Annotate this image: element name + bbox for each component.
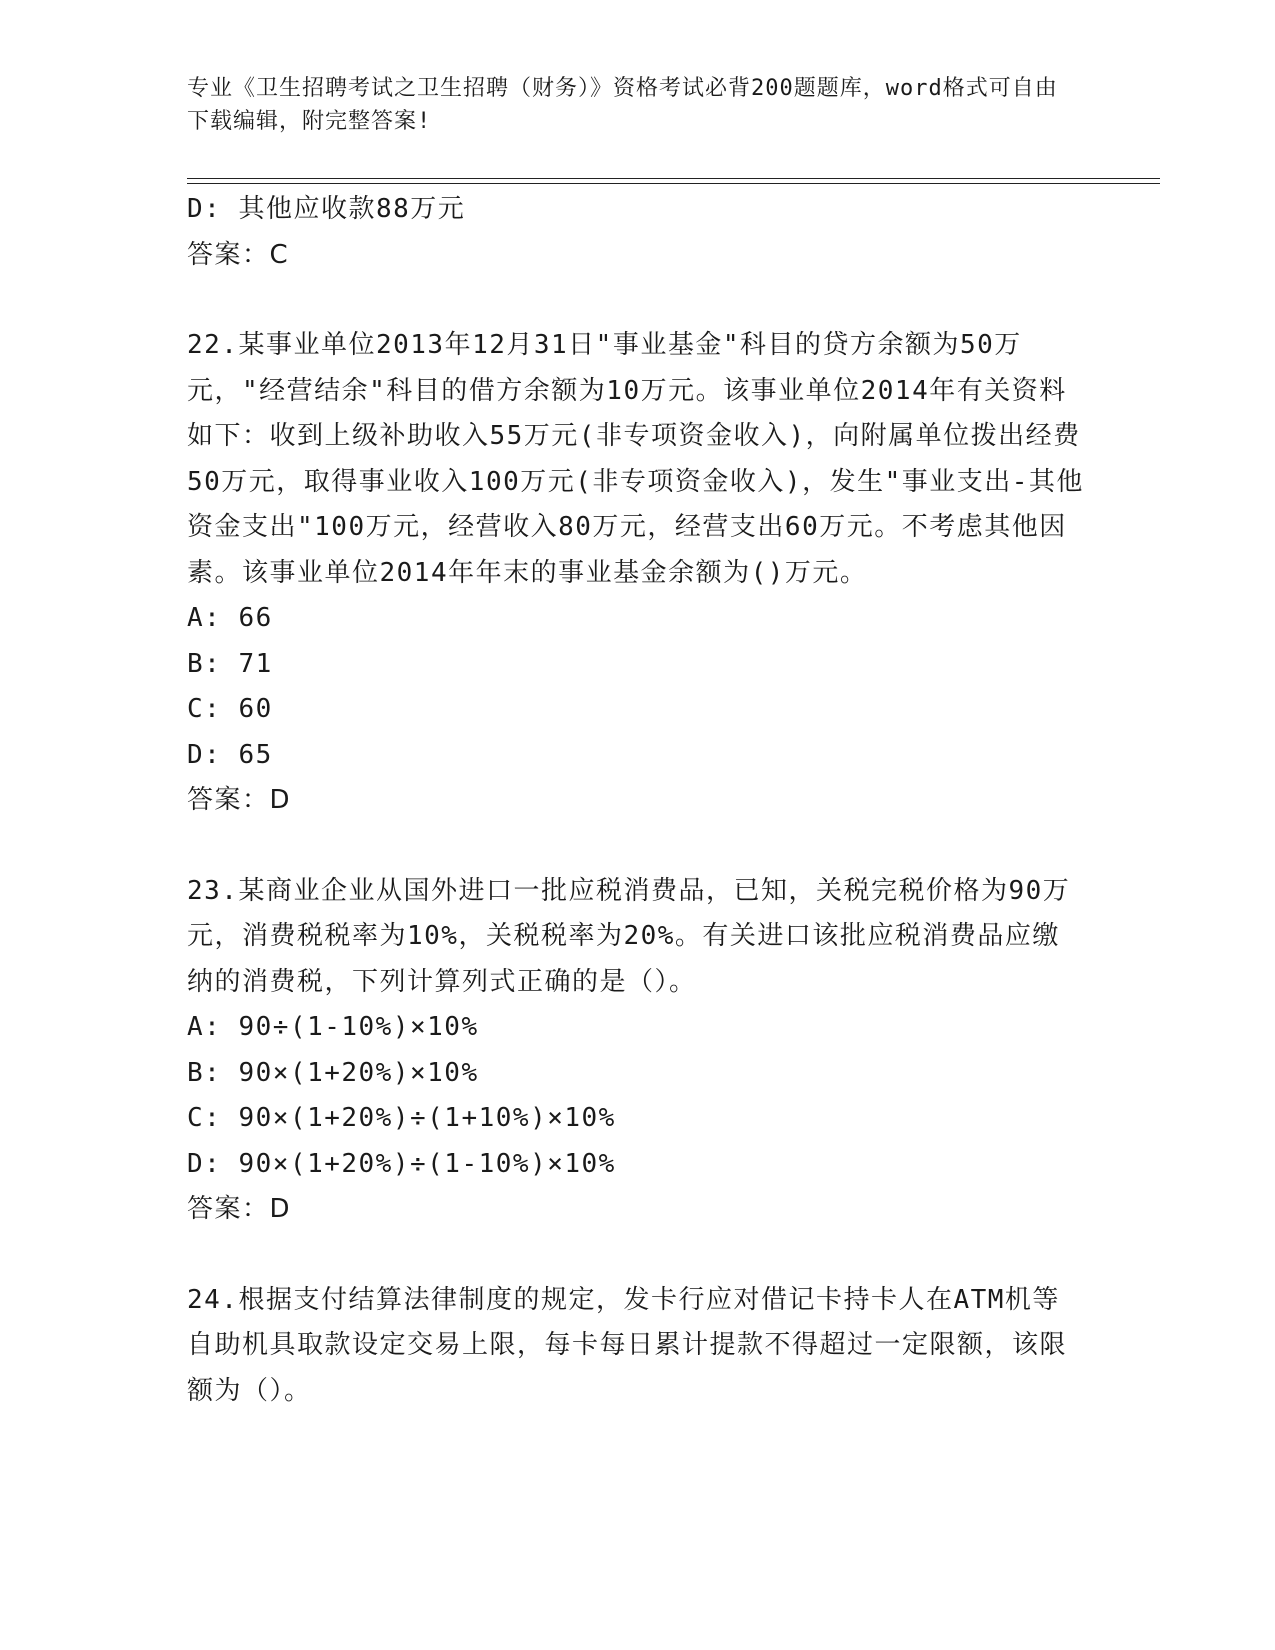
- question-text: 23.某商业企业从国外进口一批应税消费品，已知，关税完税价格为90万元，消费税税率为10%，关税税率为20%。有关进口该批应税消费品应缴纳的消费税，下列计算列式正确的是（）。: [187, 875, 1071, 997]
- question-24: [187, 1278, 1087, 1415]
- document-header: [187, 72, 1067, 138]
- question-23: [187, 869, 1087, 1233]
- header-text: 专业《卫生招聘考试之卫生招聘（财务）》资格考试必背200题题库，word格式可自由下载编辑，附完整答案!: [187, 76, 1058, 134]
- option-c: C: 60: [187, 694, 273, 724]
- option-d: D: 其他应收款88万元: [187, 194, 466, 224]
- question-text: 22.某事业单位2013年12月31日"事业基金"科目的贷方余额为50万元，"经营结余"科目的借方余额为10万元。该事业单位2014年有关资料如下：收到上级补助收入55万元(非专项资金收入)，向附属单位拨出经费50万元，取得事业收入100万元(非专项资金收入)，发生"事业支出-其他资金支出"100万元，经营收入80万元，经营支出60万元。不考虑其他因素。该事业单位2014年年末的事业基金余额为()万元。: [187, 330, 1084, 588]
- option-c: C: 90×(1+20%)÷(1+10%)×10%: [187, 1103, 616, 1133]
- spacer: [187, 1233, 1087, 1278]
- spacer: [187, 824, 1087, 869]
- option-d: D: 90×(1+20%)÷(1-10%)×10%: [187, 1148, 616, 1179]
- spacer: [187, 278, 1087, 323]
- question-text: 24.根据支付结算法律制度的规定，发卡行应对借记卡持卡人在ATM机等自助机具取款设定交易上限，每卡每日累计提款不得超过一定限额，该限额为（）。: [187, 1284, 1068, 1406]
- option-a: A: 66: [187, 603, 273, 633]
- header-divider: [187, 178, 1160, 184]
- answer-line: 答案：D: [187, 785, 292, 815]
- option-b: B: 71: [187, 648, 273, 679]
- option-a: A: 90÷(1-10%)×10%: [187, 1012, 479, 1042]
- answer-line: 答案：D: [187, 1194, 292, 1224]
- option-d: D: 65: [187, 739, 273, 770]
- answer-line: 答案：C: [187, 239, 290, 270]
- question-22: [187, 323, 1087, 824]
- document-body: [187, 187, 1087, 1414]
- option-b: B: 90×(1+20%)×10%: [187, 1057, 479, 1088]
